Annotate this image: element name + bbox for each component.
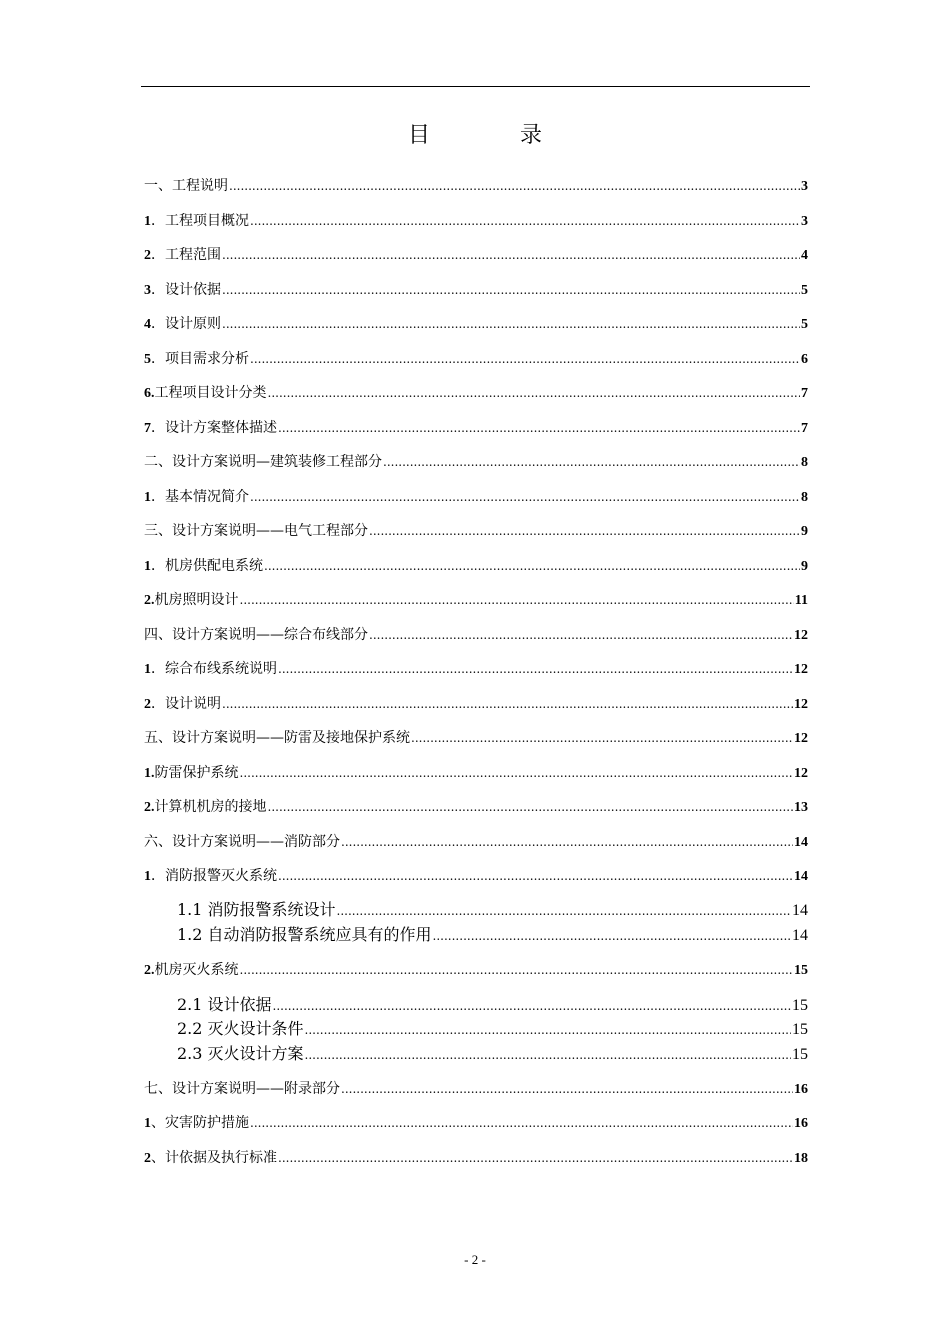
toc-entry-page: 12 — [794, 662, 808, 677]
dot-leader — [273, 999, 791, 1013]
toc-subentry[interactable] — [177, 897, 808, 920]
toc-entry[interactable] — [144, 244, 808, 264]
toc-entry[interactable] — [144, 520, 808, 540]
toc-entry-title: ．设计方案整体描述 — [151, 420, 277, 436]
toc-entry-page: 14 — [794, 869, 808, 884]
toc-entry-page: 6 — [801, 352, 808, 367]
dot-leader — [240, 963, 794, 977]
toc-entry-title: 计算机机房的接地 — [154, 799, 267, 815]
toc-entry-page: 3 — [801, 214, 808, 229]
toc-subentry[interactable] — [177, 1016, 808, 1039]
toc-entry[interactable] — [144, 1147, 808, 1167]
toc-entry[interactable] — [144, 486, 808, 506]
toc-entry-number: 2 — [144, 1151, 151, 1166]
toc-entry-page: 15 — [792, 997, 808, 1014]
toc-entry-number: 2. — [144, 963, 155, 978]
toc-entry-number: 2 — [144, 697, 151, 712]
toc-entry[interactable] — [144, 417, 808, 437]
dot-leader — [305, 1023, 791, 1037]
toc-entry[interactable] — [144, 175, 808, 195]
dot-leader — [229, 179, 800, 193]
toc-entry-page: 16 — [794, 1082, 808, 1097]
toc-entry-number: 6. — [144, 386, 155, 401]
toc-entry[interactable] — [144, 348, 808, 368]
toc-entry[interactable] — [144, 693, 808, 713]
toc-entry-title: 一、工程说明 — [144, 178, 228, 194]
toc-entry[interactable] — [144, 313, 808, 333]
toc-entry[interactable] — [144, 589, 808, 609]
toc-entry-title: 机房照明设计 — [154, 592, 239, 608]
dot-leader — [250, 1116, 793, 1130]
toc-entry[interactable] — [144, 210, 808, 230]
header-rule — [141, 86, 810, 87]
toc-entry-page: 4 — [801, 248, 808, 263]
toc-entry-number: 1 — [144, 869, 151, 884]
toc-entry[interactable] — [144, 279, 808, 299]
toc-entry-title: ．项目需求分析 — [151, 351, 249, 367]
dot-leader — [433, 929, 791, 943]
dot-leader — [337, 904, 791, 918]
toc-entry-title: ．工程范围 — [151, 247, 221, 263]
toc-entry-title: 六、设计方案说明——消防部分 — [144, 834, 340, 850]
toc-entry-number: 1 — [144, 662, 151, 677]
toc-entry-title: 二、设计方案说明—建筑装修工程部分 — [144, 454, 382, 470]
toc-entry-page: 11 — [794, 593, 808, 608]
toc-entry-title: ．基本情况简介 — [151, 489, 249, 505]
toc-entry-number: 2 — [144, 248, 151, 263]
dot-leader — [278, 662, 793, 676]
dot-leader — [222, 697, 793, 711]
dot-leader — [341, 835, 793, 849]
toc-entry-number: 4 — [144, 317, 151, 332]
toc-entry[interactable] — [144, 555, 808, 575]
toc-entry-page: 9 — [801, 524, 808, 539]
dot-leader — [222, 283, 800, 297]
toc-entry-page: 12 — [794, 697, 808, 712]
toc-entry-title: ．综合布线系统说明 — [151, 661, 277, 677]
toc-entry-title: ．设计原则 — [151, 316, 221, 332]
toc-entry-page: 8 — [801, 490, 808, 505]
toc-entry-page: 15 — [794, 963, 808, 978]
toc-subentry[interactable] — [177, 1041, 808, 1064]
dot-leader — [250, 490, 800, 504]
toc-entry-title: ．设计依据 — [151, 282, 221, 298]
toc-entry-page: 18 — [794, 1151, 808, 1166]
dot-leader — [278, 1151, 793, 1165]
toc-entry-page: 12 — [794, 628, 808, 643]
toc-entry-page: 13 — [794, 800, 808, 815]
toc-entry[interactable] — [144, 959, 808, 979]
dot-leader — [278, 869, 793, 883]
toc-entry-page: 12 — [794, 731, 808, 746]
toc-entry[interactable] — [144, 451, 808, 471]
toc-entry[interactable] — [144, 727, 808, 747]
toc-entry-page: 15 — [792, 1046, 808, 1063]
dot-leader — [222, 248, 800, 262]
toc-entry-page: 9 — [801, 559, 808, 574]
toc-entry-title: ．工程项目概况 — [151, 213, 249, 229]
toc-entry-number: 1. — [144, 766, 155, 781]
toc-entry-number: 1 — [144, 214, 151, 229]
toc-entry-number: 2. — [144, 593, 155, 608]
dot-leader — [411, 731, 793, 745]
toc-entry-title: 2.1 设计依据 — [177, 995, 272, 1014]
toc-entry-title: ．消防报警灭火系统 — [151, 868, 277, 884]
toc-entry-page: 14 — [792, 902, 808, 919]
dot-leader — [268, 386, 801, 400]
toc-entry-title: 四、设计方案说明——综合布线部分 — [144, 627, 368, 643]
dot-leader — [250, 352, 800, 366]
toc-entry-number: 5 — [144, 352, 151, 367]
toc-entry[interactable] — [144, 762, 808, 782]
dot-leader — [278, 421, 800, 435]
toc-entry-title: ．设计说明 — [151, 696, 221, 712]
toc-entry-title: 1.1 消防报警系统设计 — [177, 900, 336, 919]
toc-subentry[interactable] — [177, 922, 808, 945]
toc-entry[interactable] — [144, 1078, 808, 1098]
toc-entry[interactable] — [144, 382, 808, 402]
dot-leader — [383, 455, 800, 469]
dot-leader — [250, 214, 800, 228]
toc-entry[interactable] — [144, 658, 808, 678]
toc-entry-title: 、计依据及执行标准 — [151, 1150, 277, 1166]
toc-entry-page: 14 — [792, 927, 808, 944]
toc-entry-page: 5 — [801, 317, 808, 332]
toc-entry[interactable] — [144, 865, 808, 885]
toc-entry-page: 7 — [801, 386, 808, 401]
toc-entry-page: 7 — [801, 421, 808, 436]
toc-entry-title: 1.2 自动消防报警系统应具有的作用 — [177, 925, 432, 944]
toc-entry-page: 12 — [794, 766, 808, 781]
dot-leader — [369, 628, 793, 642]
toc-entry[interactable] — [144, 796, 808, 816]
dot-leader — [369, 524, 800, 538]
toc-entry-title: 三、设计方案说明——电气工程部分 — [144, 523, 368, 539]
toc-entry-number: 7 — [144, 421, 151, 436]
dot-leader — [240, 593, 794, 607]
toc-entry-page: 8 — [801, 455, 808, 470]
toc-entry-title: 、灾害防护措施 — [151, 1115, 249, 1131]
page-number: - 2 - — [464, 1252, 486, 1267]
toc-entry-number: 2. — [144, 800, 155, 815]
toc-entry-title: 工程项目设计分类 — [154, 385, 267, 401]
toc-entry[interactable] — [144, 831, 808, 851]
dot-leader — [341, 1082, 793, 1096]
dot-leader — [240, 766, 794, 780]
dot-leader — [222, 317, 800, 331]
toc-entry-page: 16 — [794, 1116, 808, 1131]
toc-entry-number: 1 — [144, 1116, 151, 1131]
toc-entry-title: 2.3 灭火设计方案 — [177, 1044, 304, 1063]
dot-leader — [264, 559, 800, 573]
toc-entry-title: ．机房供配电系统 — [151, 558, 263, 574]
toc-entry-title: 2.2 灭火设计条件 — [177, 1019, 304, 1038]
toc-subentry[interactable] — [177, 992, 808, 1015]
toc-entry-number: 1 — [144, 559, 151, 574]
dot-leader — [268, 800, 794, 814]
dot-leader — [305, 1048, 791, 1062]
toc-entry-title: 机房灭火系统 — [154, 962, 239, 978]
toc-entry-page: 15 — [792, 1021, 808, 1038]
toc-title: 目 录 — [407, 123, 576, 148]
toc-entry[interactable] — [144, 1112, 808, 1132]
toc-entry-title: 防雷保护系统 — [154, 765, 239, 781]
toc-entry[interactable] — [144, 624, 808, 644]
toc-entry-number: 1 — [144, 490, 151, 505]
toc-entry-page: 5 — [801, 283, 808, 298]
toc-entry-title: 五、设计方案说明——防雷及接地保护系统 — [144, 730, 410, 746]
toc-entry-page: 3 — [801, 179, 808, 194]
toc-entry-page: 14 — [794, 835, 808, 850]
toc-entry-number: 3 — [144, 283, 151, 298]
toc-entry-title: 七、设计方案说明——附录部分 — [144, 1081, 340, 1097]
